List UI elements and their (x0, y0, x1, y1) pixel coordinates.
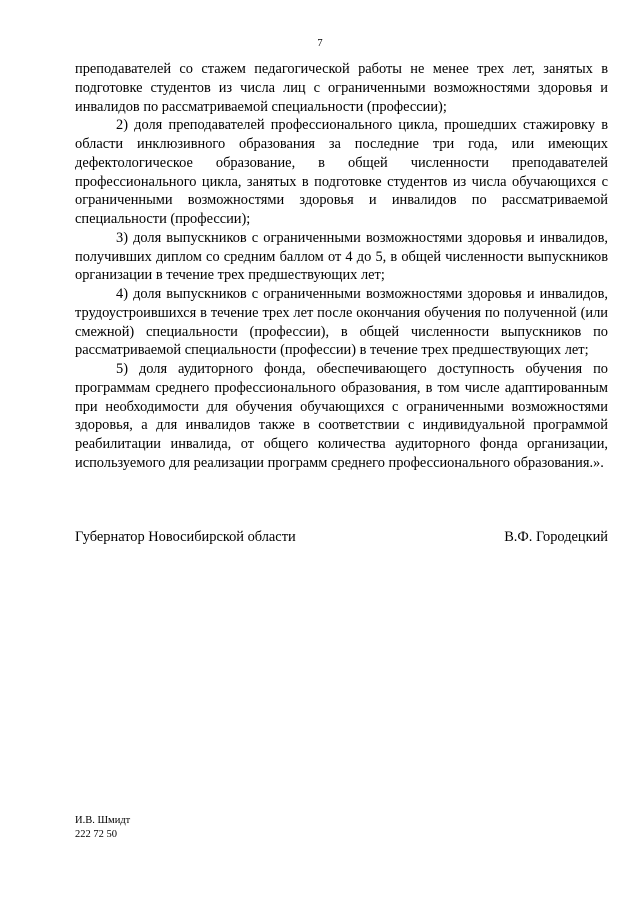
paragraph-continuation: преподавателей со стажем педагогической работы не менее трех лет, занятых в подготовке студентов из числа лиц с ограниченными возможностями здоровья и инвалидов по рассматриваемой специальности (профессии); (75, 61, 608, 115)
signature-block (75, 528, 608, 548)
paragraph-item-2: 2) доля преподавателей профессионального цикла, прошедших стажировку в области инклюзивного образования за последние три года, или имеющих дефектологическое образование, в общей численности преподавателей профессионального цикла, занятых в подготовке студентов из числа обучающихся с ограниченными возможностями здоровья и инвалидов по рассматриваемой специальности (профессии); (75, 117, 608, 227)
signatory-name: В.Ф. Городецкий (504, 529, 608, 545)
paragraph-item-4: 4) доля выпускников с ограниченными возможностями здоровья и инвалидов, трудоустроившихся в течение трех лет после окончания обучения по полученной (или смежной) специальности (профессии), в общей численности выпускников по рассматриваемой специальности (профессии) в течение трех предшествующих лет; (75, 286, 608, 359)
signatory-title: Губернатор Новосибирской области (75, 529, 296, 545)
executor-footer (75, 814, 130, 841)
paragraph-item-5: 5) доля аудиторного фонда, обеспечивающего доступность обучения по программам среднего профессионального образования, в том числе адаптированным при необходимости для обучения обучающихся с ограниченными возможностями здоровья, а для инвалидов также в соответствии с индивидуальной программой реабилитации инвалида, от общего количества аудиторного фонда организации, используемого для реализации программ среднего профессионального образования.». (75, 361, 608, 471)
executor-phone: 222 72 50 (75, 828, 117, 840)
page-number: 7 (317, 38, 323, 49)
paragraph-item-3: 3) доля выпускников с ограниченными возможностями здоровья и инвалидов, получивших диплом со средним баллом от 4 до 5, в общей численности выпускников организации в течение трех предшествующих лет; (75, 229, 608, 284)
document-body (75, 60, 608, 473)
executor-name: И.В. Шмидт (75, 815, 131, 826)
